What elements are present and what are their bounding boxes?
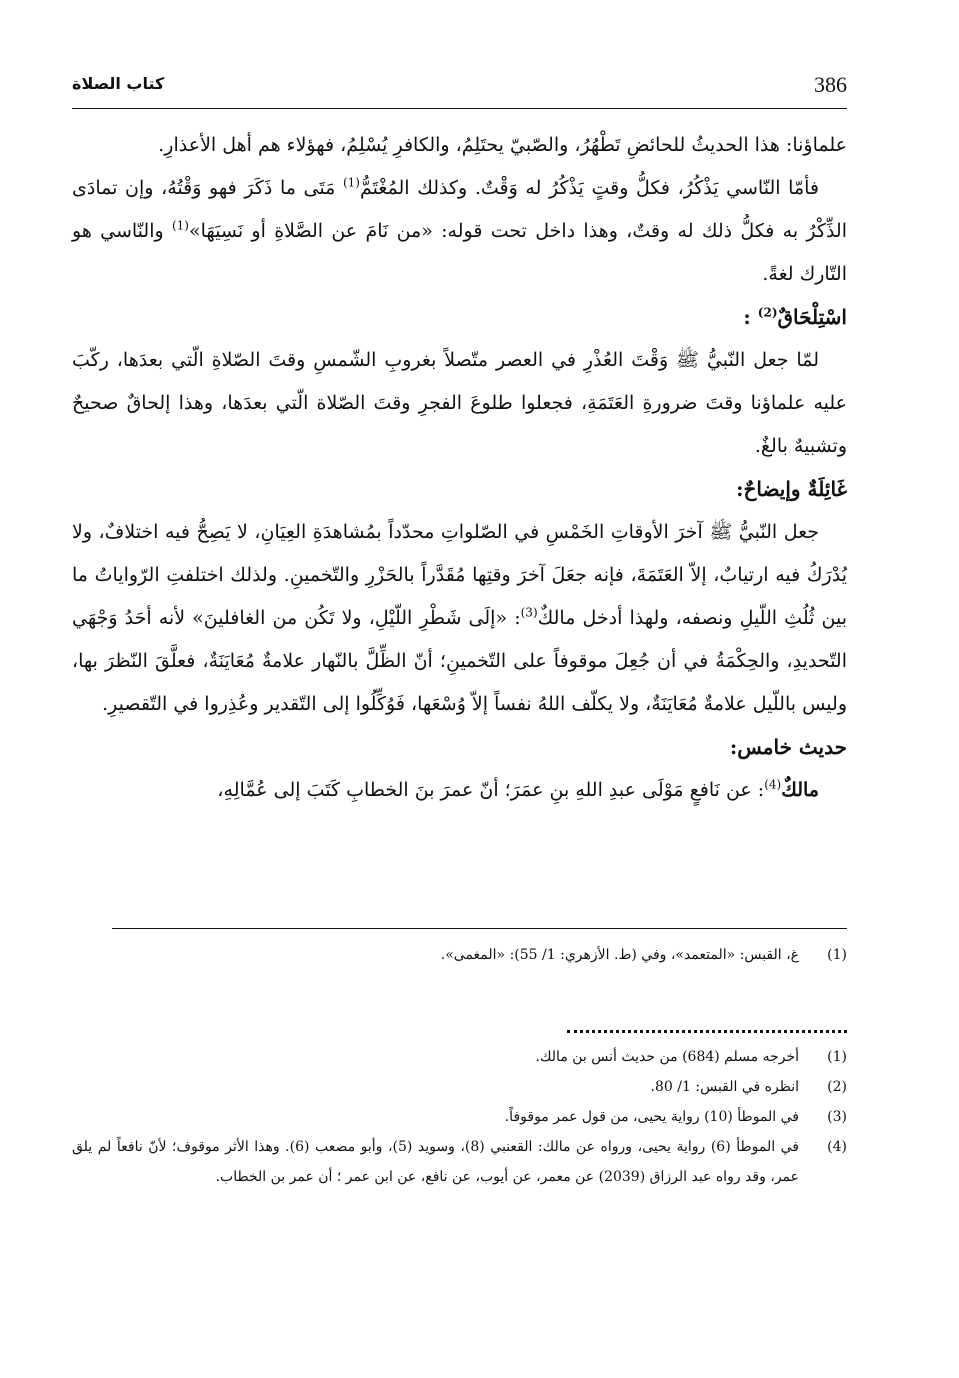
footnote-text: أخرجه مسلم (684) من حديث أنس بن مالك. (535, 1049, 799, 1065)
footnote-item (72, 1072, 847, 1102)
footnote-number: (3) (827, 1109, 847, 1125)
footnote-text: غ، القبس: «المتعمد»، وفي (ط. الأزهري: 1/ 55): «المغمى». (440, 947, 799, 963)
paragraph-text: مَتَى ما ذَكَرَ فهو وَقْتُهُ، وإن تمادَى الذِّكْرُ به فكلُّ ذلك له وقتٌ، وهذا داخل تحت قوله: «من نَامَ عن الصَّلاةِ أو نَسِيَهَا» (72, 177, 847, 242)
footnote-number: (4) (827, 1139, 847, 1155)
paragraph-text: علماؤنا: هذا الحديثُ للحائضِ تَطْهُرُ، والصّبيّ يحتَلِمُ، والكافرِ يُسْلِمُ، فهؤلاء هم أهل الأعذارِ. (158, 134, 847, 156)
paragraph-text: لمّا جعل النّبيُّ ﷺ وَقْتَ العُذْرِ في العصر متّصلاً بغروبِ الشّمسِ وقتَ الصّلاةِ الّتي بعدَها، ركّبَ عليه علماؤنا وقتَ ضرورةِ العَتَمَةِ، فجعلوا طلوعَ الفجرِ وقتَ الصّلاة الّتي بعدَها، وهذا إلحاقٌ صحيحٌ وتشبيهٌ بالغٌ. (72, 349, 847, 457)
footnote-text: انظره في القبس: 1/ 80. (650, 1079, 799, 1095)
footnote-ref: (4) (764, 777, 782, 792)
footnote-item (72, 1132, 847, 1192)
heading-text: غَائِلَةٌ وإيضاحٌ: (736, 477, 847, 501)
paragraph (72, 339, 847, 468)
footnote-text: في الموطأ (6) رواية يحيى، ورواه عن مالك: القعنبي (8)، وسويد (5)، وأبو مصعب (6). وهذا الأثر موقوف؛ لأنّ نافعاً لم يلق عمر، وقد رواه عبد الرزاق (2039) عن معمر، عن أيوب، عن نافع، عن ابن عمر ؛ أن عمر بن الخطاب. (72, 1139, 799, 1185)
page-number: 386 (814, 72, 847, 97)
footnote-number: (1) (827, 1049, 847, 1065)
footnote-text: في الموطأ (10) رواية يحيى، من قول عمر موقوفاً. (504, 1109, 799, 1125)
footnote-item (72, 940, 847, 970)
running-title: كتاب الصلاة (72, 74, 165, 93)
footnote-ref: (1) (171, 218, 189, 233)
reference-footnotes (72, 1042, 847, 1192)
paragraph (72, 769, 847, 812)
paragraph (72, 167, 847, 296)
paragraph-text: : عن نَافعٍ مَوْلَى عبدِ اللهِ بنِ عمَرَ؛ أنّ عمرَ بنَ الخطابِ كَتَبَ إلى عُمَّالِهِ، (217, 779, 765, 801)
footnote-number: (1) (827, 947, 847, 963)
footnote-item (72, 1042, 847, 1072)
footnote-number: (2) (827, 1079, 847, 1095)
page-header (72, 72, 847, 109)
footnote-divider-dotted (567, 1030, 847, 1033)
footnote-item (72, 1102, 847, 1132)
paragraph (72, 511, 847, 726)
paragraph (72, 124, 847, 167)
section-heading (72, 726, 847, 769)
footnote-divider (112, 928, 847, 929)
paragraph-text: والنّاسي هو التّارك لغةً. (72, 220, 847, 285)
main-text (72, 124, 847, 812)
footnote-ref: (2) (757, 305, 778, 320)
heading-text: اسْتِلْحَاقٌ (777, 305, 847, 329)
section-heading (72, 468, 847, 511)
footnote-ref: (1) (342, 175, 360, 190)
heading-text: حديث خامس: (729, 735, 847, 759)
paragraph-text: فأمّا النّاسي يَذْكُرُ، فكلُّ وقتٍ يَذْكُرُ له وَقْتٌ. وكذلك المُغْتَمُّ (359, 177, 819, 199)
footnote-ref: (3) (520, 605, 538, 620)
section-heading (72, 296, 847, 339)
lead-word: مالكٌ (781, 779, 819, 801)
edition-footnotes (72, 940, 847, 970)
paragraph-text: : «إلَى شَطْرِ اللّيْلِ، ولا تَكُن من الغافلينَ» لأنه أحَدُ وَجْهَي التّحديدِ، والحِكْمَةُ في أن جُعِلَ موقوفاً على التّخمينِ؛ أنّ الظِّلَّ بالنّهار علامةٌ مُعَايَنَةٌ، فعلَّقَ النّظرَ بها، وليس باللّيل علامةٌ مُعَايَنَةٌ، ولا يكلّف اللهُ نفساً إلاّ وُسْعَها، فَوُكِّلُوا إلى التّقدير وعُذِروا في التّقصيرِ. (72, 607, 847, 715)
paragraph-text: جعل النّبيُّ ﷺ آخرَ الأوقاتِ الخَمْسِ في الصّلواتِ محدّداً بمُشاهدَةِ العِيَانِ، لا يَصِحُّ فيه اختلافٌ، ولا يُدْرَكُ فيه ارتيابٌ، إلاّ العَتَمَةَ، فإنه جعَلَ آخرَ وقتِها مُقَدَّراً بالحَزْرِ والتّخمينِ. ولذلك اختلفتِ الرّواياتُ ما بين ثُلُثِ اللّيلِ ونصفه، ولهذا أدخل مالكٌ (72, 521, 847, 629)
heading-colon: : (743, 305, 751, 329)
